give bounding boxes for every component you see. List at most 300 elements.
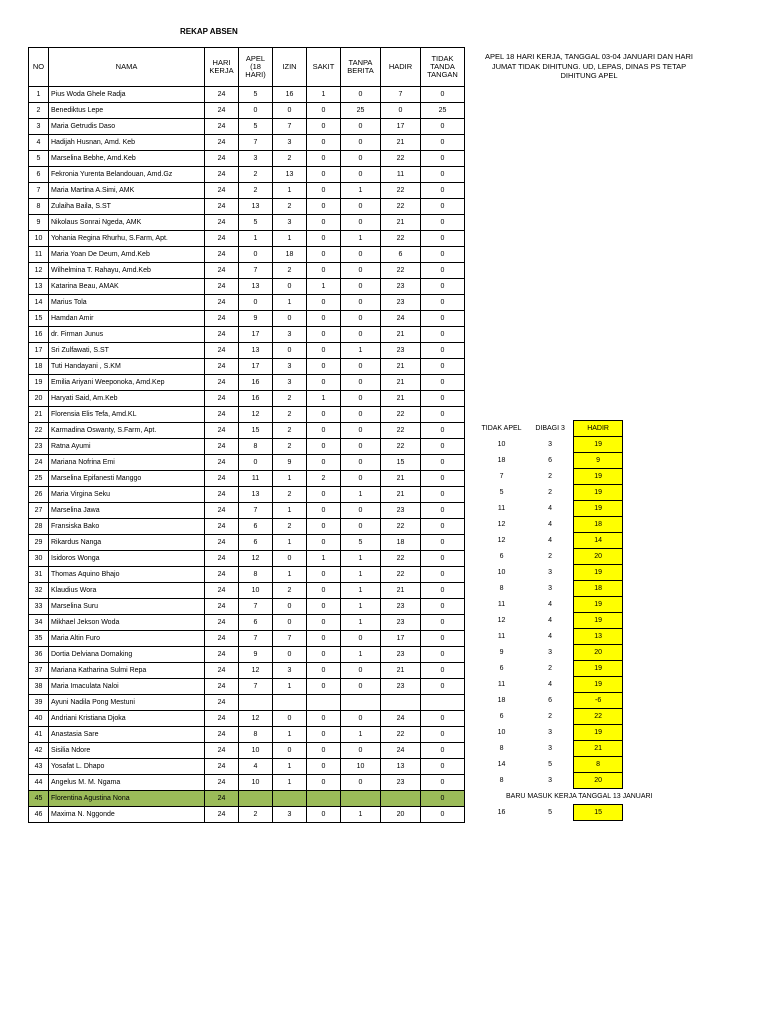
cell-no: 21 [29, 407, 49, 423]
calc-hadir: 20 [574, 645, 623, 661]
cell-tanpa-berita: 0 [341, 263, 381, 279]
cell-hari-kerja: 24 [205, 471, 239, 487]
cell-tanpa-berita: 0 [341, 359, 381, 375]
cell-nama: Andriani Kristiana Djoka [49, 711, 205, 727]
calc-row [476, 693, 623, 709]
cell-ttd: 0 [421, 647, 465, 663]
table-row [29, 775, 465, 791]
cell-hadir: 22 [381, 199, 421, 215]
cell-ttd: 0 [421, 503, 465, 519]
calc-hadir: 19 [574, 725, 623, 741]
cell-izin: 7 [273, 119, 307, 135]
cell-tanpa-berita: 1 [341, 487, 381, 503]
cell-sakit: 1 [307, 279, 341, 295]
cell-no: 20 [29, 391, 49, 407]
cell-sakit: 0 [307, 455, 341, 471]
table-row [29, 87, 465, 103]
cell-no: 27 [29, 503, 49, 519]
cell-hadir: 6 [381, 247, 421, 263]
cell-hadir: 21 [381, 215, 421, 231]
table-row [29, 423, 465, 439]
cell-apel: 8 [239, 727, 273, 743]
cell-apel: 17 [239, 359, 273, 375]
cell-tanpa-berita: 0 [341, 775, 381, 791]
cell-tanpa-berita: 0 [341, 375, 381, 391]
cell-hadir: 22 [381, 263, 421, 279]
cell-nama: Wilhelmina T. Rahayu, Amd.Keb [49, 263, 205, 279]
cell-hari-kerja: 24 [205, 551, 239, 567]
calc-hadir: 8 [574, 757, 623, 773]
cell-hadir: 21 [381, 359, 421, 375]
cell-hadir: 21 [381, 583, 421, 599]
table-row [29, 679, 465, 695]
cell-sakit: 0 [307, 567, 341, 583]
calc-hadir: 19 [574, 597, 623, 613]
cell-no: 42 [29, 743, 49, 759]
calc-hadir: 20 [574, 549, 623, 565]
calc-tidak-apel: 11 [497, 601, 506, 608]
cell-apel: 12 [239, 407, 273, 423]
cell-hari-kerja: 24 [205, 791, 239, 807]
cell-izin: 1 [273, 295, 307, 311]
cell-hadir: 21 [381, 135, 421, 151]
apel-note: APEL 18 HARI KERJA, TANGGAL 03-04 JANUARI DAN HARI JUMAT TIDAK DIHITUNG. UD, LEPAS, DINAS PS TETAP DIHITUNG APEL [485, 52, 693, 80]
cell-apel: 7 [239, 263, 273, 279]
calc-row [476, 629, 623, 645]
cell-hadir [381, 695, 421, 711]
cell-ttd: 0 [421, 183, 465, 199]
cell-hadir: 23 [381, 343, 421, 359]
cell-hari-kerja: 24 [205, 215, 239, 231]
table-row [29, 375, 465, 391]
cell-nama: Sisilia Ndore [49, 743, 205, 759]
cell-hadir: 17 [381, 119, 421, 135]
cell-nama: Yosafat L. Dhapo [49, 759, 205, 775]
cell-hadir: 15 [381, 455, 421, 471]
cell-tanpa-berita: 0 [341, 327, 381, 343]
cell-ttd: 0 [421, 295, 465, 311]
cell-hari-kerja: 24 [205, 439, 239, 455]
cell-ttd: 0 [421, 551, 465, 567]
calc-tidak-apel: 11 [497, 505, 506, 512]
calc-tidak-apel: 18 [497, 697, 506, 704]
cell-hadir: 24 [381, 311, 421, 327]
cell-izin: 3 [273, 135, 307, 151]
cell-hadir: 22 [381, 567, 421, 583]
calc-dibagi-3: 4 [548, 601, 553, 608]
cell-hari-kerja: 24 [205, 679, 239, 695]
cell-ttd: 0 [421, 119, 465, 135]
cell-tanpa-berita: 0 [341, 679, 381, 695]
calc-hadir: 15 [574, 805, 623, 821]
calc-hadir: -6 [574, 693, 623, 709]
cell-izin: 13 [273, 167, 307, 183]
cell-ttd: 0 [421, 375, 465, 391]
cell-hari-kerja: 24 [205, 359, 239, 375]
cell-ttd: 0 [421, 743, 465, 759]
cell-izin: 0 [273, 743, 307, 759]
cell-apel: 10 [239, 775, 273, 791]
cell-apel: 2 [239, 807, 273, 823]
cell-nama: Florentina Agustina Nona [49, 791, 205, 807]
cell-nama: Hamdan Amir [49, 311, 205, 327]
cell-apel: 6 [239, 615, 273, 631]
cell-apel: 8 [239, 567, 273, 583]
cell-izin: 2 [273, 487, 307, 503]
cell-hari-kerja: 24 [205, 247, 239, 263]
cell-ttd: 0 [421, 775, 465, 791]
calc-hadir: 9 [574, 453, 623, 469]
calc-hadir: 18 [574, 581, 623, 597]
table-row [29, 247, 465, 263]
cell-apel: 13 [239, 487, 273, 503]
cell-izin: 3 [273, 663, 307, 679]
cell-ttd: 0 [421, 711, 465, 727]
table-row [29, 487, 465, 503]
calc-hadir: 19 [574, 661, 623, 677]
cell-sakit: 1 [307, 391, 341, 407]
cell-nama: Florensia Elis Tefa, Amd.KL [49, 407, 205, 423]
cell-no: 13 [29, 279, 49, 295]
table-row [29, 567, 465, 583]
cell-apel: 2 [239, 167, 273, 183]
cell-hadir: 21 [381, 471, 421, 487]
cell-apel: 0 [239, 455, 273, 471]
cell-tanpa-berita [341, 695, 381, 711]
header-hadir: HADIR [381, 48, 421, 87]
cell-sakit: 0 [307, 295, 341, 311]
cell-tanpa-berita: 0 [341, 503, 381, 519]
cell-hari-kerja: 24 [205, 119, 239, 135]
calc-row [476, 725, 623, 741]
cell-sakit: 0 [307, 103, 341, 119]
calc-dibagi-3: 2 [548, 553, 553, 560]
calc-header-hadir: HADIR [574, 421, 623, 437]
cell-sakit: 0 [307, 759, 341, 775]
cell-apel: 10 [239, 743, 273, 759]
cell-hadir: 11 [381, 167, 421, 183]
table-row [29, 183, 465, 199]
cell-sakit: 0 [307, 135, 341, 151]
cell-nama: Karmadina Oswanty, S.Farm, Apt. [49, 423, 205, 439]
calc-dibagi-3: 4 [548, 521, 553, 528]
cell-izin: 3 [273, 359, 307, 375]
cell-sakit: 0 [307, 151, 341, 167]
calc-dibagi-3: 4 [548, 537, 553, 544]
calc-tidak-apel: 12 [497, 617, 506, 624]
cell-apel: 16 [239, 391, 273, 407]
cell-hari-kerja: 24 [205, 775, 239, 791]
table-row [29, 167, 465, 183]
cell-izin: 0 [273, 711, 307, 727]
sheet-title: REKAP ABSEN [180, 27, 238, 36]
cell-tanpa-berita: 1 [341, 647, 381, 663]
calc-row [476, 501, 623, 517]
cell-no: 45 [29, 791, 49, 807]
cell-no: 6 [29, 167, 49, 183]
cell-ttd: 0 [421, 231, 465, 247]
cell-ttd: 0 [421, 663, 465, 679]
calc-tidak-apel: 8 [499, 745, 504, 752]
table-row [29, 279, 465, 295]
calc-dibagi-3: 3 [548, 745, 553, 752]
cell-hari-kerja: 24 [205, 535, 239, 551]
cell-izin: 2 [273, 199, 307, 215]
cell-no: 2 [29, 103, 49, 119]
cell-hari-kerja: 24 [205, 375, 239, 391]
cell-apel: 3 [239, 151, 273, 167]
cell-izin: 2 [273, 423, 307, 439]
cell-tanpa-berita: 0 [341, 711, 381, 727]
cell-tanpa-berita: 0 [341, 743, 381, 759]
cell-nama: Klaudius Wora [49, 583, 205, 599]
cell-no: 36 [29, 647, 49, 663]
cell-izin: 3 [273, 807, 307, 823]
cell-no: 15 [29, 311, 49, 327]
cell-no: 17 [29, 343, 49, 359]
table-row [29, 663, 465, 679]
cell-hadir: 23 [381, 279, 421, 295]
cell-ttd: 0 [421, 359, 465, 375]
cell-hadir: 21 [381, 487, 421, 503]
cell-sakit: 0 [307, 775, 341, 791]
cell-nama: Anastasia Sare [49, 727, 205, 743]
header-sakit: SAKIT [307, 48, 341, 87]
cell-tanpa-berita: 0 [341, 471, 381, 487]
cell-tanpa-berita: 1 [341, 599, 381, 615]
cell-izin: 2 [273, 519, 307, 535]
cell-hari-kerja: 24 [205, 167, 239, 183]
apel-calc-table [476, 420, 653, 821]
table-row [29, 391, 465, 407]
cell-hadir: 23 [381, 599, 421, 615]
cell-nama: dr. Firman Junus [49, 327, 205, 343]
cell-no: 25 [29, 471, 49, 487]
cell-apel: 10 [239, 583, 273, 599]
cell-apel: 9 [239, 647, 273, 663]
cell-nama: Fekronia Yurenta Belandouan, Amd.Gz [49, 167, 205, 183]
cell-izin: 1 [273, 679, 307, 695]
cell-ttd: 0 [421, 471, 465, 487]
cell-ttd: 0 [421, 791, 465, 807]
cell-nama: Isidoros Wonga [49, 551, 205, 567]
calc-dibagi-3: 6 [548, 457, 553, 464]
cell-izin: 0 [273, 615, 307, 631]
cell-no: 43 [29, 759, 49, 775]
cell-izin: 3 [273, 215, 307, 231]
calc-hadir: 19 [574, 613, 623, 629]
calc-hadir: 19 [574, 469, 623, 485]
cell-apel: 4 [239, 759, 273, 775]
table-row [29, 583, 465, 599]
calc-tidak-apel: 18 [497, 457, 506, 464]
cell-sakit: 0 [307, 231, 341, 247]
cell-nama: Thomas Aquino Bhajo [49, 567, 205, 583]
cell-nama: Hadijah Husnan, Amd. Keb [49, 135, 205, 151]
cell-sakit: 0 [307, 679, 341, 695]
cell-apel: 8 [239, 439, 273, 455]
cell-no: 16 [29, 327, 49, 343]
cell-sakit: 0 [307, 375, 341, 391]
calc-row [476, 613, 623, 629]
header-hari-kerja: HARI KERJA [205, 48, 239, 87]
cell-no: 26 [29, 487, 49, 503]
cell-tanpa-berita: 0 [341, 279, 381, 295]
cell-no: 33 [29, 599, 49, 615]
calc-hadir: 13 [574, 629, 623, 645]
cell-hari-kerja: 24 [205, 647, 239, 663]
cell-hari-kerja: 24 [205, 343, 239, 359]
calc-tidak-apel: 11 [497, 681, 506, 688]
cell-nama: Angelus M. M. Ngama [49, 775, 205, 791]
calc-hadir: 19 [574, 565, 623, 581]
cell-hadir: 21 [381, 375, 421, 391]
calc-tidak-apel: 8 [499, 777, 504, 784]
cell-apel: 7 [239, 631, 273, 647]
cell-izin: 1 [273, 567, 307, 583]
cell-tanpa-berita: 0 [341, 199, 381, 215]
cell-sakit: 0 [307, 503, 341, 519]
calc-dibagi-3: 3 [548, 569, 553, 576]
calc-tidak-apel: 12 [497, 521, 506, 528]
cell-sakit: 0 [307, 519, 341, 535]
cell-no: 30 [29, 551, 49, 567]
calc-tidak-apel: 12 [497, 537, 506, 544]
cell-tanpa-berita: 0 [341, 519, 381, 535]
cell-nama: Mariana Nofrina Emi [49, 455, 205, 471]
cell-sakit: 0 [307, 263, 341, 279]
table-row [29, 359, 465, 375]
cell-no: 1 [29, 87, 49, 103]
cell-tanpa-berita: 0 [341, 119, 381, 135]
cell-nama: Sri Zulfawati, S.ST [49, 343, 205, 359]
cell-hari-kerja: 24 [205, 327, 239, 343]
cell-no: 18 [29, 359, 49, 375]
cell-ttd: 0 [421, 759, 465, 775]
cell-ttd: 0 [421, 327, 465, 343]
cell-apel: 11 [239, 471, 273, 487]
cell-sakit: 0 [307, 807, 341, 823]
cell-tanpa-berita: 0 [341, 135, 381, 151]
calc-row [476, 789, 623, 805]
cell-ttd: 0 [421, 807, 465, 823]
cell-tanpa-berita: 0 [341, 215, 381, 231]
cell-sakit: 0 [307, 199, 341, 215]
table-row [29, 407, 465, 423]
cell-izin: 0 [273, 311, 307, 327]
cell-izin: 9 [273, 455, 307, 471]
calc-hadir: 18 [574, 517, 623, 533]
cell-no: 37 [29, 663, 49, 679]
table-row [29, 791, 465, 807]
calc-header-row [476, 421, 623, 437]
cell-sakit: 1 [307, 551, 341, 567]
cell-hari-kerja: 24 [205, 183, 239, 199]
cell-apel: 5 [239, 87, 273, 103]
table-row [29, 199, 465, 215]
cell-tanpa-berita: 0 [341, 631, 381, 647]
cell-no: 5 [29, 151, 49, 167]
cell-sakit: 0 [307, 423, 341, 439]
cell-hadir: 22 [381, 439, 421, 455]
cell-izin: 2 [273, 391, 307, 407]
calc-hadir: 19 [574, 485, 623, 501]
table-row [29, 727, 465, 743]
cell-ttd: 0 [421, 727, 465, 743]
cell-apel: 16 [239, 375, 273, 391]
table-row [29, 455, 465, 471]
cell-ttd: 0 [421, 535, 465, 551]
cell-nama: Dortia Delviana Domaking [49, 647, 205, 663]
cell-apel: 13 [239, 199, 273, 215]
cell-apel: 0 [239, 103, 273, 119]
cell-sakit: 0 [307, 343, 341, 359]
header-tidak-tanda-tangan: TIDAK TANDA TANGAN [421, 48, 465, 87]
cell-hadir: 23 [381, 647, 421, 663]
header-nama: NAMA [49, 48, 205, 87]
cell-nama: Pius Woda Ghele Radja [49, 87, 205, 103]
table-row [29, 695, 465, 711]
calc-tidak-apel: 14 [497, 761, 506, 768]
table-row [29, 551, 465, 567]
cell-ttd: 0 [421, 631, 465, 647]
cell-apel: 7 [239, 503, 273, 519]
table-row [29, 647, 465, 663]
cell-no: 12 [29, 263, 49, 279]
calc-dibagi-3: 3 [548, 441, 553, 448]
cell-tanpa-berita: 10 [341, 759, 381, 775]
cell-hadir: 22 [381, 231, 421, 247]
calc-tidak-apel: 10 [497, 569, 506, 576]
cell-no: 41 [29, 727, 49, 743]
calc-row [476, 517, 623, 533]
cell-nama: Marselina Suru [49, 599, 205, 615]
cell-sakit: 0 [307, 487, 341, 503]
cell-sakit: 0 [307, 647, 341, 663]
cell-tanpa-berita: 5 [341, 535, 381, 551]
cell-tanpa-berita: 0 [341, 391, 381, 407]
cell-hadir: 17 [381, 631, 421, 647]
cell-sakit: 0 [307, 407, 341, 423]
header-izin: IZIN [273, 48, 307, 87]
cell-hari-kerja: 24 [205, 391, 239, 407]
cell-sakit: 0 [307, 727, 341, 743]
table-row [29, 295, 465, 311]
table-row [29, 215, 465, 231]
calc-row [476, 597, 623, 613]
cell-apel: 13 [239, 343, 273, 359]
cell-sakit: 0 [307, 439, 341, 455]
calc-tidak-apel: 11 [497, 633, 506, 640]
cell-nama: Marselina Epifanesti Manggo [49, 471, 205, 487]
cell-no: 19 [29, 375, 49, 391]
cell-apel: 0 [239, 295, 273, 311]
calc-hadir: 21 [574, 741, 623, 757]
calc-tidak-apel: 7 [499, 473, 504, 480]
calc-row [476, 565, 623, 581]
cell-apel: 7 [239, 135, 273, 151]
cell-hadir: 21 [381, 327, 421, 343]
cell-sakit: 0 [307, 615, 341, 631]
table-row [29, 343, 465, 359]
cell-no: 35 [29, 631, 49, 647]
cell-no: 4 [29, 135, 49, 151]
cell-tanpa-berita: 0 [341, 295, 381, 311]
calc-dibagi-3: 2 [548, 713, 553, 720]
cell-nama: Rikardus Nanga [49, 535, 205, 551]
cell-no: 31 [29, 567, 49, 583]
calc-tidak-apel: 6 [499, 713, 504, 720]
